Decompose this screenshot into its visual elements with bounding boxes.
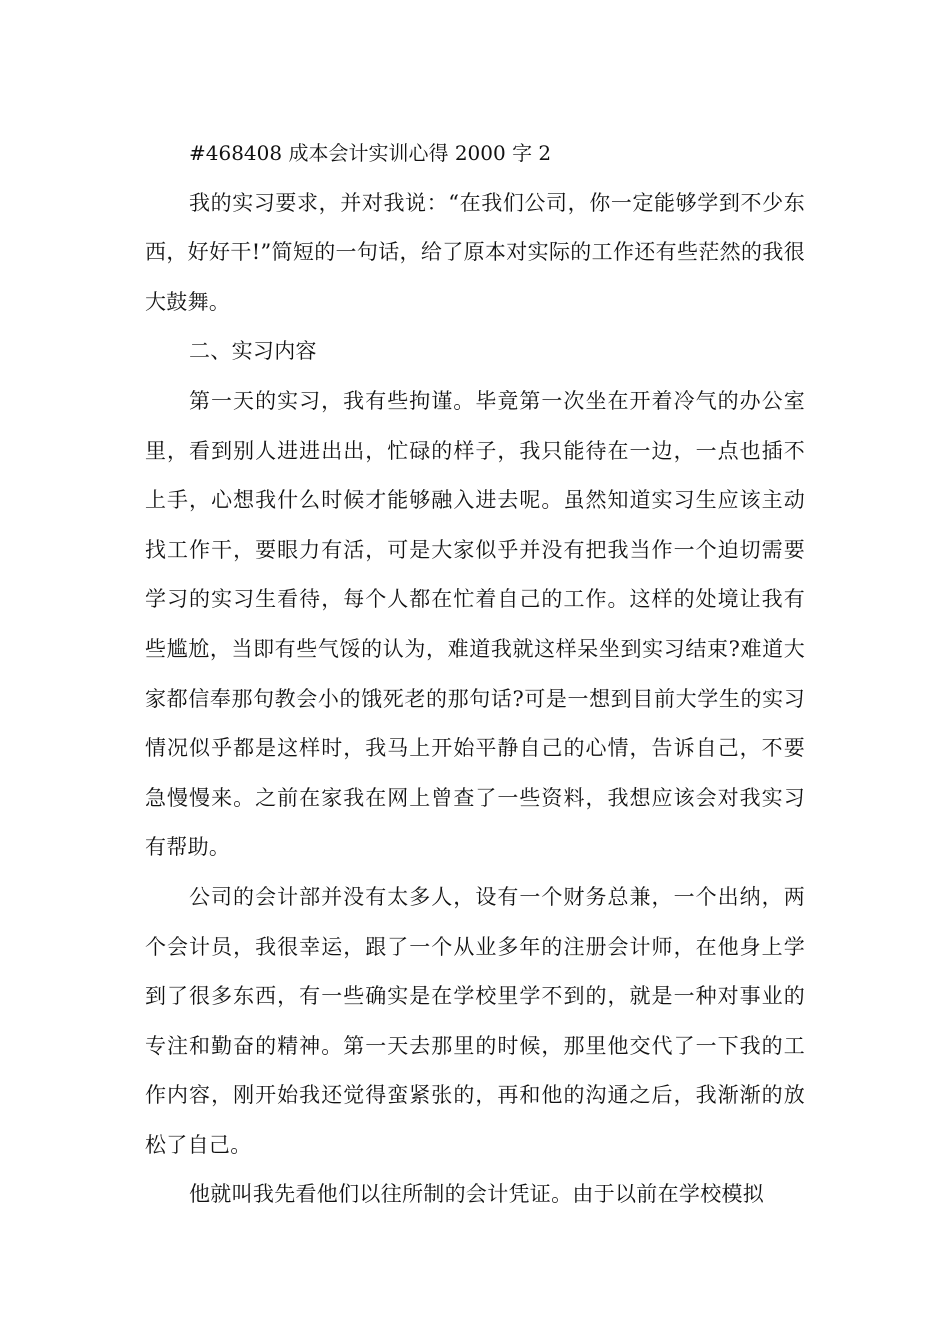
paragraph-accounting-department: 公司的会计部并没有太多人，设有一个财务总兼，一个出纳，两个会计员，我很幸运，跟了一个从业多年的注册会计师，在他身上学到了很多东西，有一些确实是在学校里学不到的，就是一种对事业的专注和勤奋的精神。第一天去那里的时候，那里他交代了一下我的工作内容，刚开始我还觉得蛮紧张的，再和他的沟通之后，我渐渐的放松了自己。: [145, 884, 805, 1157]
document-body: [145, 129, 805, 1220]
document-title: #468408 成本会计实训心得 2000 字 2: [189, 141, 552, 165]
paragraph-first-day: 第一天的实习，我有些拘谨。毕竟第一次坐在开着冷气的办公室里，看到别人进进出出，忙碌的样子，我只能待在一边，一点也插不上手，心想我什么时候才能够融入进去呢。虽然知道实习生应该主动找工作干，要眼力有活，可是大家似乎并没有把我当作一个迫切需要学习的实习生看待，每个人都在忙着自己的工作。这样的处境让我有些尴尬，当即有些气馁的认为，难道我就这样呆坐到实习结束?难道大家都信奉那句教会小的饿死老的那句话?可是一想到目前大学生的实习情况似乎都是这样时，我马上开始平静自己的心情，告诉自己，不要急慢慢来。之前在家我在网上曾查了一些资料，我想应该会对我实习有帮助。: [145, 388, 805, 860]
paragraph-voucher-review: 他就叫我先看他们以往所制的会计凭证。由于以前在学校模拟: [189, 1182, 765, 1207]
section-heading-internship-content: 二、实习内容: [189, 339, 317, 364]
paragraph-internship-request: 我的实习要求，并对我说：“在我们公司，你一定能够学到不少东西，好好干!”简短的一句话，给了原本对实际的工作还有些茫然的我很大鼓舞。: [145, 190, 805, 314]
